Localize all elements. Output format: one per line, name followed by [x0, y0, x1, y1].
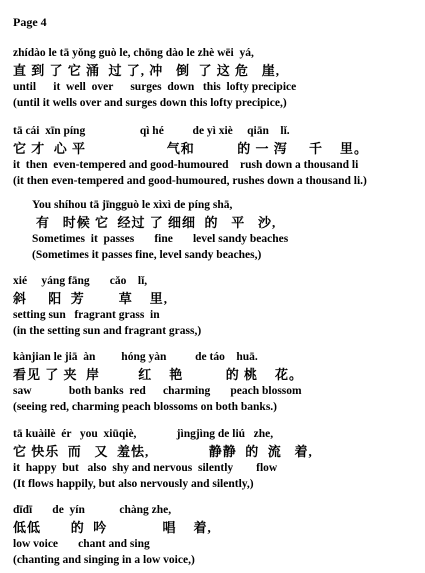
pinyin-line: You shíhou tā jīngguò le xìxì de píng shā, — [32, 199, 233, 211]
translation-line: (until it wells over and surges down this lofty precipice,) — [13, 97, 287, 109]
gloss-line: it happy but also shy and nervous silently flow — [13, 462, 278, 474]
gloss-line: Sometimes it passes fine level sandy beaches — [32, 233, 289, 245]
gloss-line: setting sun fragrant grass in — [13, 309, 160, 321]
chinese-line: 它 才 心 平 气和 的 一 泻 千 里。 — [13, 141, 369, 156]
chinese-line: 直 到 了 它 涌 过 了, 冲 倒 了 这 危 崖, — [13, 63, 281, 78]
translation-line: (it then even-tempered and good-humoured, rushes down a thousand li.) — [13, 175, 367, 187]
page-number: Page 4 — [13, 15, 47, 29]
chinese-line: 斜 阳 芳 草 里, — [13, 291, 169, 306]
pinyin-line: zhídào le tā yǒng guò le, chōng dào le zhè wēi yá, — [13, 47, 254, 59]
translation-line: (It flows happily, but also nervously and silently,) — [13, 478, 254, 490]
pinyin-line: xié yáng fāng cǎo lǐ, — [13, 275, 148, 287]
chinese-line: 看见 了 夹 岸 红 艳 的 桃 花。 — [13, 367, 304, 382]
chinese-line: 有 时候 它 经过 了 细细 的 平 沙, — [36, 215, 277, 230]
gloss-line: until it well over surges down this lofty precipice — [13, 81, 297, 93]
translation-line: (in the setting sun and fragrant grass,) — [13, 325, 202, 337]
pinyin-line: tā cái xīn píng qì hé de yì xiè qiān lǐ. — [13, 125, 290, 137]
pinyin-line: tā kuàilè ér you xiūqiè, jìngjìng de liú zhe, — [13, 428, 274, 440]
translation-line: (Sometimes it passes fine, level sandy beaches,) — [32, 249, 262, 261]
translation-line: (seeing red, charming peach blossoms on both banks.) — [13, 401, 278, 413]
translation-line: (chanting and singing in a low voice,) — [13, 554, 195, 566]
chinese-line: 低低 的 吟 唱 着, — [13, 520, 212, 535]
gloss-line: low voice chant and sing — [13, 538, 150, 550]
pinyin-line: dīdī de yín chàng zhe, — [13, 504, 172, 516]
pinyin-line: kànjian le jiā àn hóng yàn de táo huā. — [13, 351, 258, 363]
chinese-line: 它 快乐 而 又 羞怯, 静静 的 流 着, — [13, 444, 313, 459]
gloss-line: it then even-tempered and good-humoured rush down a thousand li — [13, 159, 359, 171]
gloss-line: saw both banks red charming peach blossom — [13, 385, 302, 397]
